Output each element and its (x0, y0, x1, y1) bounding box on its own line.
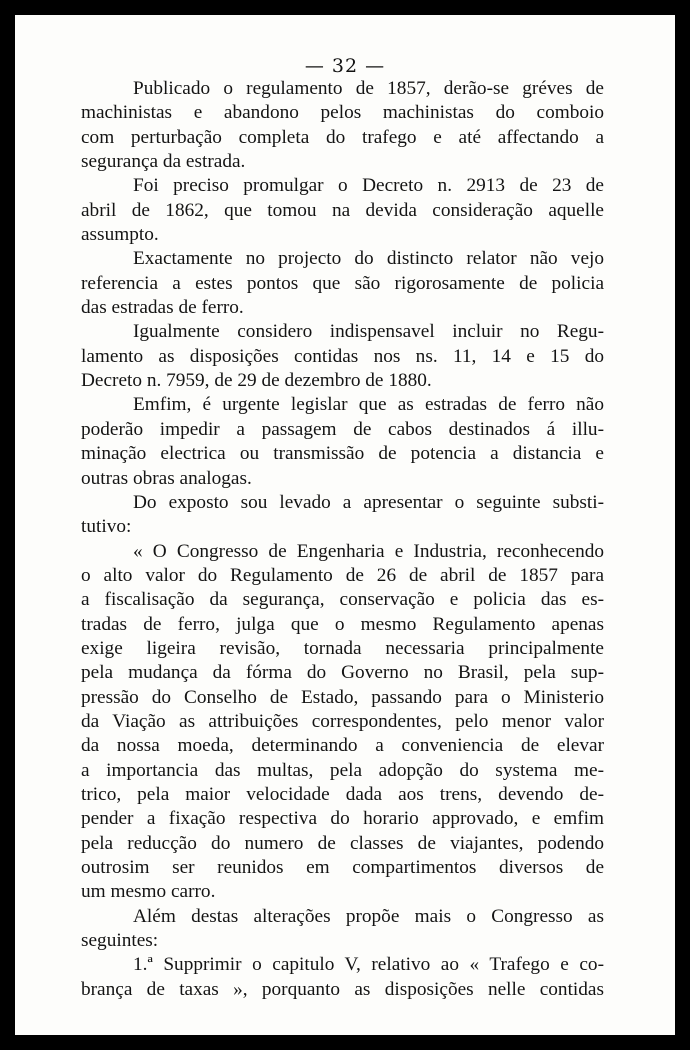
paragraph (81, 77, 604, 174)
paragraph (81, 247, 604, 320)
text-line: abril de 1862, que tomou na devida consideração aquelle (81, 199, 604, 221)
text-line: a importancia das multas, pela adopção do systema me- (81, 759, 604, 781)
text-line: Foi preciso promulgar o Decreto n. 2913 de 23 de (133, 175, 604, 197)
text-line: referencia a estes pontos que são rigorosamente de policia (81, 272, 604, 294)
paragraph (81, 540, 604, 905)
paragraph (81, 491, 604, 540)
text-line: pressão do Conselho de Estado, passando para o Ministerio (81, 686, 604, 708)
text-line: Além destas alterações propõe mais o Congresso as (133, 905, 604, 927)
text-line: Publicado o regulamento de 1857, derão-se gréves de (133, 78, 604, 99)
text-line: Decreto n. 7959, de 29 de dezembro de 1880. (81, 370, 432, 392)
text-line: minação electrica ou transmissão de potencia a distancia e (81, 443, 604, 465)
text-line: assumpto. (81, 224, 159, 246)
text-line: pela reducção do numero de classes de viajantes, podendo (81, 832, 604, 854)
paragraph (81, 905, 604, 954)
text-line: outrosim ser reunidos em compartimentos diversos de (81, 857, 604, 878)
document-page (15, 15, 675, 1035)
text-line: um mesmo carro. (81, 881, 216, 903)
text-line: da Viação as attribuições correspondentes, pelo menor valor (81, 710, 604, 732)
text-line: a fiscalisação da segurança, conservação e policia das es- (81, 589, 604, 611)
text-line: poderão impedir a passagem de cabos destinados á illu- (81, 418, 604, 440)
text-line: tutivo: (81, 516, 132, 538)
text-line: Igualmente considero indispensavel incluir no Regu- (133, 321, 604, 343)
paragraph (81, 953, 604, 1002)
text-line: das estradas de ferro. (81, 297, 244, 319)
text-line: exige ligeira revisão, tornada necessaria principalmente (81, 637, 604, 659)
paragraph (81, 393, 604, 490)
text-line: Emfim, é urgente legislar que as estradas de ferro não (133, 394, 604, 416)
text-line: Exactamente no projecto do distincto relator não vejo (133, 248, 604, 270)
text-line: trico, pela maior velocidade dada aos trens, devendo de- (81, 783, 604, 805)
page-number: — 32 — (304, 55, 386, 77)
text-line: pender a fixação respectiva do horario approvado, e emfim (81, 808, 604, 830)
text-line: 1.ª Supprimir o capitulo V, relativo ao « Trafego e co- (133, 954, 604, 976)
text-line: seguintes: (81, 930, 159, 952)
paragraph (81, 174, 604, 247)
text-line: outras obras analogas. (81, 467, 252, 489)
paragraph (81, 320, 604, 393)
text-line: « O Congresso de Engenharia e Industria, reconhecendo (133, 540, 604, 562)
text-line: brança de taxas », porquanto as disposições nelle contidas (81, 978, 604, 1000)
text-line: machinistas e abandono pelos machinistas do comboio (81, 102, 604, 124)
body-text (81, 77, 604, 1002)
text-line: o alto valor do Regulamento de 26 de abril de 1857 para (81, 564, 604, 586)
text-line: com perturbação completa do trafego e até affectando a (81, 126, 604, 148)
text-line: Do exposto sou levado a apresentar o seguinte substi- (133, 491, 604, 513)
text-line: segurança da estrada. (81, 151, 246, 173)
text-line: lamento as disposições contidas nos ns. 11, 14 e 15 do (81, 345, 604, 367)
text-line: da nossa moeda, determinando a conveniencia de elevar (81, 735, 604, 757)
text-line: pela mudança da fórma do Governo no Brasil, pela sup- (81, 662, 604, 684)
text-line: tradas de ferro, julga que o mesmo Regulamento apenas (81, 613, 604, 635)
